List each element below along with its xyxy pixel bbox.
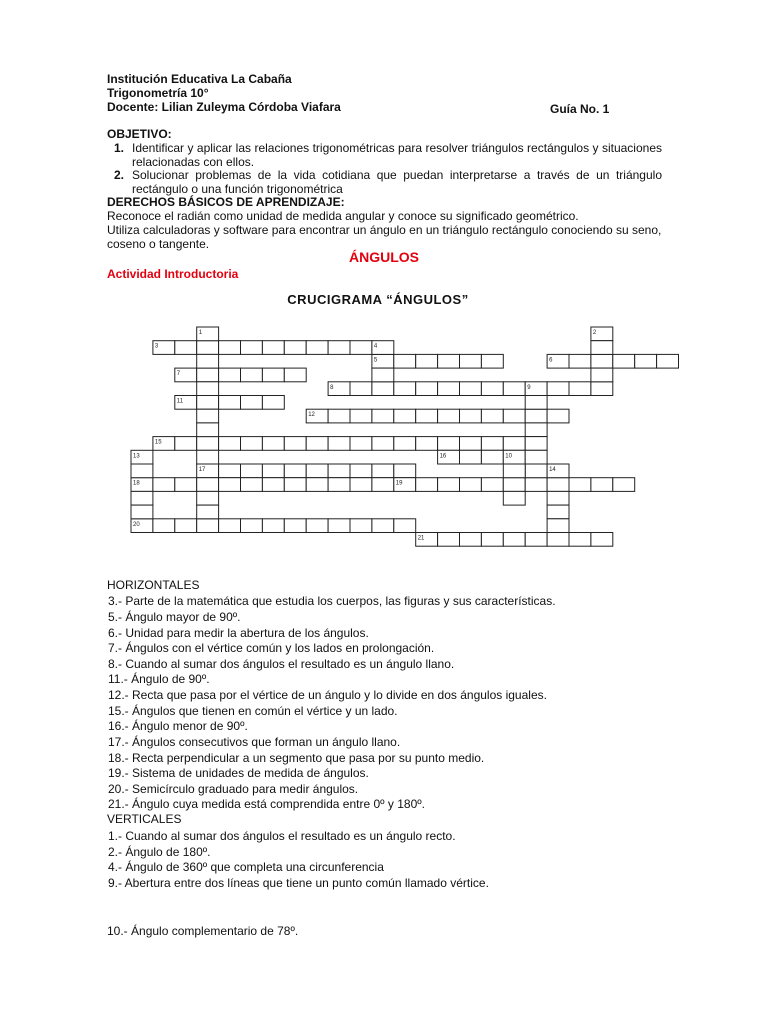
crossword-cell[interactable]: [131, 505, 153, 519]
clue-item: 12.- Recta que pasa por el vértice de un ángulo y lo divide en dos ángulos iguales.: [108, 688, 547, 702]
crossword-cell[interactable]: [438, 437, 460, 451]
vertical-clues-heading: VERTICALES: [107, 812, 182, 826]
crossword-cell[interactable]: [284, 368, 306, 382]
dba-line: Reconoce el radián como unidad de medida angular y conoce su significado geométrico.: [107, 209, 579, 223]
crossword-cell[interactable]: [591, 368, 613, 382]
crossword-cell[interactable]: [569, 533, 591, 547]
objective-number: 1.: [114, 141, 125, 155]
crossword-cell[interactable]: [175, 478, 197, 492]
crossword-title: CRUCIGRAMA “ÁNGULOS”: [287, 292, 469, 307]
crossword-cell[interactable]: [350, 437, 372, 451]
crossword-cell[interactable]: [284, 437, 306, 451]
dba-heading: DERECHOS BÁSICOS DE APRENDIZAJE:: [107, 195, 345, 209]
clue-item: 21.- Ángulo cuya medida está comprendida entre 0º y 180º.: [108, 797, 425, 811]
clue-item: 2.- Ángulo de 180º.: [108, 845, 211, 859]
clue-item: 3.- Parte de la matemática que estudia los cuerpos, las figuras y sus características.: [108, 594, 556, 608]
crossword-cell[interactable]: [241, 341, 263, 355]
crossword-cell[interactable]: [613, 478, 635, 492]
crossword-cell[interactable]: [219, 464, 241, 478]
crossword-cell[interactable]: [525, 423, 547, 437]
crossword-cell[interactable]: [241, 519, 263, 533]
crossword-cell[interactable]: [372, 437, 394, 451]
crossword-cell[interactable]: [262, 368, 284, 382]
crossword-cell[interactable]: [306, 341, 328, 355]
clue-item: 7.- Ángulos con el vértice común y los lados en prolongación.: [108, 641, 435, 655]
crossword-cell[interactable]: [197, 354, 219, 368]
clue-item: 15.- Ángulos que tienen en común el vértice y un lado.: [108, 704, 398, 718]
clue-item: 17.- Ángulos consecutivos que forman un ángulo llano.: [108, 735, 401, 749]
crossword-cell[interactable]: [547, 505, 569, 519]
crossword-cell[interactable]: [481, 409, 503, 423]
crossword-cell[interactable]: [591, 533, 613, 547]
crossword-cell[interactable]: [481, 478, 503, 492]
crossword-cell[interactable]: [284, 478, 306, 492]
crossword-number: 3: [154, 343, 159, 350]
crossword-cell[interactable]: [241, 464, 263, 478]
clue-item: 19.- Sistema de unidades de medida de ángulos.: [108, 766, 369, 780]
crossword-cell[interactable]: [591, 382, 613, 396]
clue-item: 20.- Semicírculo graduado para medir ángulos.: [108, 782, 359, 796]
crossword-number: 10: [505, 453, 512, 460]
crossword-cell[interactable]: [284, 519, 306, 533]
crossword-cell[interactable]: [306, 478, 328, 492]
crossword-cell[interactable]: [394, 519, 416, 533]
crossword-cell[interactable]: [241, 368, 263, 382]
crossword-cell[interactable]: [175, 341, 197, 355]
crossword-cell[interactable]: [197, 409, 219, 423]
crossword-cell[interactable]: [394, 382, 416, 396]
crossword-cell[interactable]: [197, 437, 219, 451]
dba-line: Utiliza calculadoras y software para encontrar un ángulo en un triángulo rectángulo conociendo su seno, coseno o tangente.: [107, 223, 662, 251]
crossword-cell[interactable]: [635, 354, 657, 368]
crossword-cell[interactable]: [416, 478, 438, 492]
crossword-cell[interactable]: [460, 533, 482, 547]
section-title: ÁNGULOS: [349, 249, 419, 265]
crossword-cell[interactable]: [416, 409, 438, 423]
crossword-cell[interactable]: [262, 519, 284, 533]
crossword-cell[interactable]: [481, 437, 503, 451]
crossword-cell[interactable]: [460, 354, 482, 368]
crossword-cell[interactable]: [219, 478, 241, 492]
crossword-number: 11: [176, 398, 184, 405]
crossword-cell[interactable]: [438, 382, 460, 396]
crossword-cell[interactable]: [241, 478, 263, 492]
crossword-cell[interactable]: [657, 354, 679, 368]
crossword-cell[interactable]: [284, 341, 306, 355]
crossword-cell[interactable]: [262, 464, 284, 478]
crossword-cell[interactable]: [350, 341, 372, 355]
crossword-cell[interactable]: [394, 409, 416, 423]
clue-item: 10.- Ángulo complementario de 78º.: [107, 924, 299, 938]
crossword-cell[interactable]: [197, 505, 219, 519]
crossword-cell[interactable]: [372, 409, 394, 423]
crossword-cell[interactable]: [197, 341, 219, 355]
crossword-cell[interactable]: [197, 519, 219, 533]
crossword-cell[interactable]: [328, 478, 350, 492]
crossword-cell[interactable]: [284, 464, 306, 478]
crossword-cell[interactable]: [197, 368, 219, 382]
clue-item: 5.- Ángulo mayor de 90º.: [108, 610, 241, 624]
crossword-cell[interactable]: [547, 491, 569, 505]
crossword-cell[interactable]: [525, 464, 547, 478]
crossword-cell[interactable]: [372, 478, 394, 492]
crossword-cell[interactable]: [350, 409, 372, 423]
clue-item: 1.- Cuando al sumar dos ángulos el resultado es un ángulo recto.: [108, 829, 456, 843]
crossword-cell[interactable]: [328, 341, 350, 355]
crossword-cell[interactable]: [525, 450, 547, 464]
crossword-cell[interactable]: [503, 409, 525, 423]
crossword-cell[interactable]: [460, 450, 482, 464]
crossword-cell[interactable]: [197, 382, 219, 396]
crossword-number: 13: [133, 453, 140, 460]
crossword-cell[interactable]: [153, 478, 175, 492]
crossword-cell[interactable]: [350, 464, 372, 478]
crossword-cell[interactable]: [219, 519, 241, 533]
crossword-cell[interactable]: [503, 491, 525, 505]
crossword-cell[interactable]: [197, 450, 219, 464]
crossword-cell[interactable]: [219, 341, 241, 355]
crossword-cell[interactable]: [460, 437, 482, 451]
crossword-cell[interactable]: [372, 382, 394, 396]
crossword-cell[interactable]: [197, 478, 219, 492]
crossword-cell[interactable]: [460, 478, 482, 492]
crossword-cell[interactable]: [525, 533, 547, 547]
crossword-cell[interactable]: [481, 354, 503, 368]
crossword-cell[interactable]: [328, 464, 350, 478]
crossword-cell[interactable]: [394, 354, 416, 368]
crossword-cell[interactable]: [547, 519, 569, 533]
crossword-cell[interactable]: [503, 533, 525, 547]
teacher-name: Docente: Lilian Zuleyma Córdoba Viafara: [107, 100, 341, 114]
crossword-number: 19: [395, 480, 403, 487]
crossword-cell[interactable]: [503, 382, 525, 396]
crossword-cell[interactable]: [481, 533, 503, 547]
crossword-number: 15: [154, 439, 162, 446]
crossword-number: 21: [417, 535, 425, 542]
guide-number: Guía No. 1: [550, 102, 610, 116]
crossword-cell[interactable]: [416, 382, 438, 396]
crossword-cell[interactable]: [241, 396, 263, 410]
objective-text: Solucionar problemas de la vida cotidiana que puedan interpretarse a través de un triángulo rectángulo o una función trigonométrica: [132, 168, 662, 196]
crossword-cell[interactable]: [591, 478, 613, 492]
crossword-cell[interactable]: [438, 478, 460, 492]
crossword-cell[interactable]: [350, 478, 372, 492]
objective-heading: OBJETIVO:: [107, 127, 172, 141]
crossword-cell[interactable]: [503, 464, 525, 478]
institution-name: Institución Educativa La Cabaña: [107, 72, 292, 86]
crossword-number: 16: [439, 453, 447, 460]
crossword-cell[interactable]: [219, 437, 241, 451]
crossword-cell[interactable]: [591, 354, 613, 368]
crossword-number: 9: [527, 384, 531, 391]
crossword-cell[interactable]: [438, 533, 460, 547]
crossword-cell[interactable]: [197, 491, 219, 505]
crossword-cell[interactable]: [438, 354, 460, 368]
crossword-cell[interactable]: [438, 409, 460, 423]
crossword-cell[interactable]: [372, 519, 394, 533]
crossword-cell[interactable]: [219, 396, 241, 410]
crossword-cell[interactable]: [175, 519, 197, 533]
clue-item: 8.- Cuando al sumar dos ángulos el resultado es un ángulo llano.: [108, 657, 455, 671]
crossword-cell[interactable]: [394, 464, 416, 478]
crossword-cell[interactable]: [481, 450, 503, 464]
crossword-number: 2: [592, 330, 597, 336]
crossword-cell[interactable]: [328, 437, 350, 451]
clue-item: 16.- Ángulo menor de 90º.: [108, 719, 248, 733]
crossword-cell[interactable]: [131, 464, 153, 478]
clue-item: 11.- Ángulo de 90º.: [108, 672, 210, 686]
crossword-cell[interactable]: [569, 382, 591, 396]
crossword-cell[interactable]: [328, 519, 350, 533]
crossword-number: 17: [198, 467, 206, 473]
crossword-cell[interactable]: [525, 478, 547, 492]
subject-name: Trigonometría 10°: [107, 86, 209, 100]
crossword-cell[interactable]: [547, 409, 569, 423]
crossword-cell[interactable]: [416, 437, 438, 451]
objective-text: Identificar y aplicar las relaciones trigonométricas para resolver triángulos rectángulos y situaciones relacionadas con ellos.: [132, 141, 662, 169]
crossword-cell[interactable]: [481, 382, 503, 396]
horizontal-clues-heading: HORIZONTALES: [107, 578, 200, 592]
crossword-cell[interactable]: [350, 382, 372, 396]
crossword-number: 7: [176, 371, 181, 378]
clue-item: 4.- Ángulo de 360º que completa una circunferencia: [108, 860, 384, 874]
crossword-cell[interactable]: [197, 423, 219, 437]
crossword-number: 20: [133, 521, 140, 528]
crossword-cell[interactable]: [547, 478, 569, 492]
crossword-cell[interactable]: [503, 437, 525, 451]
crossword-number: 5: [373, 357, 378, 364]
crossword-cell[interactable]: [394, 437, 416, 451]
crossword-number: 8: [330, 384, 334, 391]
crossword-cell[interactable]: [460, 409, 482, 423]
crossword-cell[interactable]: [262, 396, 284, 410]
crossword-cell[interactable]: [175, 437, 197, 451]
crossword-cell[interactable]: [262, 341, 284, 355]
crossword-number: 18: [133, 480, 140, 487]
crossword-cell[interactable]: [547, 533, 569, 547]
crossword-number: 4: [373, 343, 378, 350]
crossword-number: 6: [549, 357, 553, 364]
crossword-cell[interactable]: [525, 437, 547, 451]
crossword-cell[interactable]: [262, 478, 284, 492]
crossword-cell[interactable]: [131, 491, 153, 505]
crossword-cell[interactable]: [591, 341, 613, 355]
crossword-number: 12: [308, 412, 315, 419]
clue-item: 18.- Recta perpendicular a un segmento que pasa por su punto medio.: [108, 751, 485, 765]
clue-item: 6.- Unidad para medir la abertura de los ángulos.: [108, 626, 369, 640]
crossword-cell[interactable]: [328, 409, 350, 423]
crossword-cell[interactable]: [416, 354, 438, 368]
crossword-cell[interactable]: [569, 478, 591, 492]
crossword-cell[interactable]: [547, 382, 569, 396]
crossword-cell[interactable]: [153, 519, 175, 533]
crossword-cell[interactable]: [306, 437, 328, 451]
crossword-cell[interactable]: [306, 519, 328, 533]
objective-number: 2.: [114, 168, 125, 182]
crossword-cell[interactable]: [372, 464, 394, 478]
activity-label: Actividad Introductoria: [107, 267, 239, 281]
crossword-cell[interactable]: [197, 396, 219, 410]
crossword-cell[interactable]: [525, 396, 547, 410]
crossword-cell[interactable]: [613, 354, 635, 368]
crossword-number: 1: [198, 330, 203, 336]
clue-item: 9.- Abertura entre dos líneas que tiene un punto común llamado vértice.: [108, 876, 489, 890]
crossword-cell[interactable]: [306, 464, 328, 478]
crossword-cell[interactable]: [525, 409, 547, 423]
crossword-cell[interactable]: [460, 382, 482, 396]
crossword-cell[interactable]: [372, 368, 394, 382]
crossword-cell[interactable]: [241, 437, 263, 451]
crossword-number: 14: [549, 467, 556, 473]
crossword-cell[interactable]: [262, 437, 284, 451]
crossword-cell[interactable]: [219, 368, 241, 382]
crossword-cell[interactable]: [569, 354, 591, 368]
crossword-cell[interactable]: [350, 519, 372, 533]
crossword-cell[interactable]: [503, 478, 525, 492]
